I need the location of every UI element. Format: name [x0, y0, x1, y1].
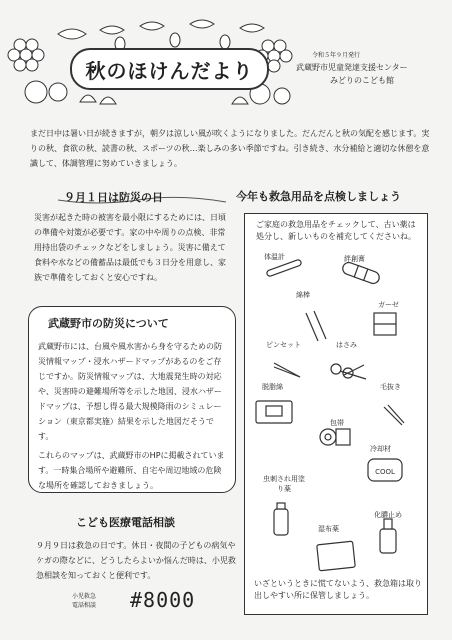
kit-footer-note: いざというときに慌てないよう、救急箱は取り出しやすい所に保管しましょう。: [254, 579, 422, 600]
gauze-icon: [374, 313, 396, 335]
cotton-swab-icon: [306, 311, 326, 341]
musashino-bousai-body1: 武蔵野市には、台風や風水害から身を守るための防災情報マップ・浸水ハザードマップがあるのをご存じですか。防災情報マップは、大地震発生時の対応や、災害時の避難場所等を示した地図、浸水ハザードマップは、予想し得る最大規模降雨のシミュレーション（東京都実施）結果を示した地図だそうです。: [38, 342, 222, 441]
organization-name: 武蔵野市児童発達支援センター: [296, 63, 408, 72]
item-label-tweezers-hair: 毛抜き: [380, 383, 401, 391]
section-title-musashino-bousai: 武蔵野市の防災について: [48, 317, 169, 330]
item-label-antiseptic: 化膿止め: [374, 511, 402, 519]
item-label-gauze: ガーゼ: [378, 301, 399, 309]
section-title-kodomo-iryo: こども医療電話相談: [76, 516, 175, 529]
phone-number: #8000: [130, 588, 196, 612]
item-label-roll-bandage: 包帯: [330, 419, 344, 427]
page-title: 秋のほけんだより: [85, 58, 254, 83]
item-label-bandage-strip: 絆創膏: [344, 255, 365, 263]
item-label-cold-pack: 冷却材: [370, 445, 391, 453]
issue-date: 令和５年９月発行: [312, 52, 361, 59]
scissors-icon: [331, 364, 366, 379]
musashino-bousai-body2: これらのマップは、武蔵野市のHPに掲載されています。一時集合場所や避難所、自宅や周辺地域の危険な場所を確認しておきましょう。: [38, 451, 225, 490]
item-label-cotton-swab: 綿棒: [296, 291, 310, 299]
section-title-bousai-day: ９月１日は防災の日: [64, 191, 163, 204]
phone-consult-label: [72, 592, 96, 610]
section-title-kit: 今年も救急用品を点検しましょう: [236, 190, 401, 203]
roll-bandage-icon: [320, 429, 350, 445]
first-aid-items-illustration: [244, 213, 426, 613]
thermometer-icon: [266, 259, 302, 277]
facility-name: みどりのこども館: [330, 76, 394, 85]
header-title-ribbon: [70, 48, 269, 90]
phone-label-line2: 電話相談: [72, 602, 97, 609]
kit-note: ご家庭の救急用品をチェックして、古い薬は処分し、新しいものを補充してくださいね。: [256, 220, 416, 241]
intro-paragraph: まだ日中は暑い日が続きますが，朝夕は涼しい風が吹くようになりました。だんだんと秋の気配を感じます。実りの秋、食欲の秋、読書の秋、スポーツの秋…楽しみの多い季節ですね。引き続き、水分補給と適切な休憩を意識して、体調管理に努めていきましょう。: [30, 129, 430, 168]
phone-label-line1: 小児救急: [72, 593, 97, 600]
poultice-pack-icon: [317, 541, 356, 571]
tweezers-icon: [274, 363, 300, 377]
item-label-scissors: はさみ: [336, 341, 357, 349]
bousai-day-body: 災害が起きた時の被害を最小限にするためには、日頃の準備や対策が必要です。家の中や周りの点検、非常用持出袋のチェックなどをしましょう。災害に備えて食料や水などの備蓄品は最低でも３日分を用意し、家族で準備をしておくと安心ですね。: [34, 213, 226, 282]
item-label-poultice: 湿布薬: [318, 525, 339, 533]
antiseptic-bottle-icon: [380, 519, 396, 553]
hair-tweezers-icon: [384, 405, 404, 425]
ointment-tube-icon: [274, 503, 288, 535]
grape-cluster-icon: [8, 39, 44, 71]
item-label-insect-ointment: 虫刺され用塗り薬: [263, 475, 305, 493]
item-label-cotton: 脱脂綿: [262, 383, 283, 391]
leaf-icon: [58, 20, 264, 39]
cold-pack-text: COOL: [375, 468, 395, 476]
cotton-pack-icon: [256, 401, 292, 423]
item-label-thermometer: 体温計: [264, 253, 285, 261]
item-label-tweezers: ピンセット: [266, 341, 301, 349]
bandage-strip-icon: [341, 261, 381, 285]
kodomo-iryo-body: ９月９日は救急の日です。休日・夜間の子どもの病気やケガの際などに、どうしたらよいか悩んだ時は、小児救急相談を知っておくと便利です。: [36, 541, 236, 580]
chestnut-icon: [80, 95, 248, 104]
